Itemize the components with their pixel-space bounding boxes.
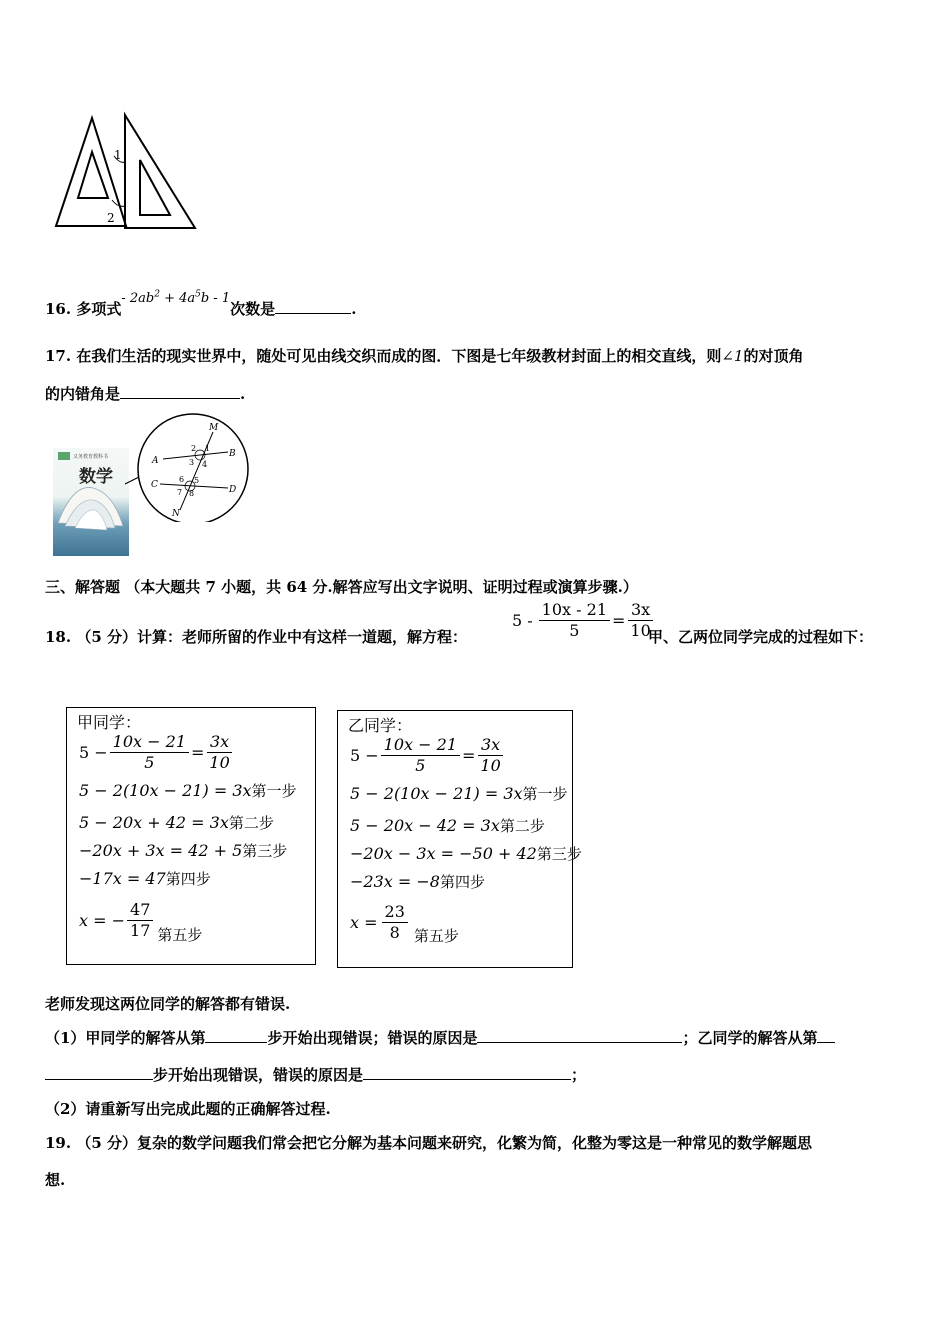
right-triangle-outer — [125, 115, 195, 228]
yi-line-4: −23x = −8第四步 — [350, 872, 485, 891]
cover-shell-art — [53, 448, 129, 556]
q18-part1-line1: （1）甲同学的解答从第 步开始出现错误；错误的原因是 ；乙同学的解答从第 — [45, 1027, 835, 1048]
label-angle-7: 7 — [177, 488, 183, 497]
jia-reason-blank — [477, 1028, 682, 1043]
yi-line-2: 5 − 20x − 42 = 3x第二步 — [350, 816, 545, 835]
q16-number: 16. — [45, 300, 72, 318]
q18-part1-line2: 步开始出现错误，错误的原因是 ； — [45, 1064, 586, 1085]
question-19-line1: 19. （5 分）复杂的数学问题我们常会把它分解为基本问题来研究，化繁为简，化整为零这是一种常见的数学解题思 — [45, 1134, 812, 1152]
angle-label-2: 2 — [107, 211, 115, 225]
jia-line-3: −20x + 3x = 42 + 5第三步 — [79, 841, 288, 860]
yi-step-blank-end — [45, 1065, 153, 1080]
q18-intro: 18. （5 分）计算：老师所留的作业中有这样一道题，解方程： — [45, 628, 467, 646]
q16-text-before: 多项式 — [76, 300, 122, 318]
label-angle-4: 4 — [202, 460, 208, 469]
label-angle-8: 8 — [189, 489, 195, 498]
cover-title: 数学 — [79, 467, 113, 487]
jia-line-0: 5 − $\frac{10x - 21}{5}$ = $\frac{3x}{10}$ — [79, 732, 233, 773]
q16-polynomial: - $2ab^2 + 4a^5b - 1$ — [121, 289, 231, 306]
yi-line-1: 5 − 2(10x − 21) = 3x第一步 — [350, 784, 568, 803]
section-3-header: 三、解答题 （本大题共 7 小题，共 64 分.解答应写出文字说明、证明过程或演算步骤.） — [45, 578, 638, 596]
intersecting-lines-figure — [125, 412, 255, 522]
label-angle-5: 5 — [194, 476, 200, 485]
q17-angle: ∠1 — [721, 347, 744, 365]
q16-answer-blank — [275, 299, 351, 314]
yi-step-blank-start — [817, 1028, 835, 1043]
angle-label-1: 1 — [114, 148, 122, 162]
label-angle-6: 6 — [179, 475, 185, 484]
q18-part2: （2）请重新写出完成此题的正确解答过程. — [45, 1100, 331, 1118]
question-19-line2: 想. — [45, 1171, 66, 1189]
jia-line-2: 5 − 20x + 42 = 3x第二步 — [79, 813, 274, 832]
q16-text-after: 次数是 — [230, 300, 276, 318]
q18-equation: 5 - $\frac{10x - 21}{5}$ = $\frac{3x}{10}$ — [512, 600, 654, 641]
label-C: C — [151, 480, 158, 490]
solution-box-yi — [337, 710, 582, 968]
jia-title: 甲同学： — [77, 713, 142, 732]
left-triangle-outer — [56, 118, 126, 226]
question-17-line1: 17. 在我们生活的现实世界中，随处可见由线交织而成的图．下图是七年级教材封面上的相交直线，则∠1的对顶角 — [45, 347, 804, 365]
jia-line-5: x = − $\frac{47}{17}$ 第五步 — [79, 900, 203, 944]
q18-teacher-note: 老师发现这两位同学的解答都有错误. — [45, 995, 291, 1013]
jia-line-1: 5 − 2(10x − 21) = 3x第一步 — [79, 781, 297, 800]
left-triangle-inner — [78, 152, 108, 198]
label-D: D — [229, 485, 237, 495]
yi-reason-blank — [363, 1065, 571, 1080]
label-M: M — [209, 423, 219, 433]
label-angle-3: 3 — [189, 458, 195, 467]
q17-answer-blank — [120, 384, 240, 399]
jia-step-blank — [205, 1028, 267, 1043]
q18-outro: 甲、乙两位同学完成的过程如下： — [648, 628, 874, 646]
q18-eq-right-fraction: $\frac{3x}{10}$ — [627, 600, 653, 641]
solution-box-jia — [66, 707, 316, 965]
label-angle-1: 1 — [205, 444, 211, 453]
label-B: B — [229, 449, 236, 459]
magnifier-circle — [138, 414, 248, 522]
yi-line-0: 5 − $\frac{10x - 21}{5}$ = $\frac{3x}{10}$ — [350, 735, 504, 776]
question-17-line2: 的内错角是 . — [45, 385, 246, 403]
question-16: 16. 多项式- $2ab^2 + 4a^5b - 1$次数是 . — [45, 289, 357, 318]
triangle-rulers-figure — [50, 110, 210, 235]
label-A: A — [152, 456, 159, 466]
jia-line-4: −17x = 47第四步 — [79, 869, 211, 888]
q18-eq-left-fraction: $\frac{10x - 21}{5}$ — [539, 600, 610, 641]
yi-line-5: x = $\frac{23}{8}$ 第五步 — [350, 902, 459, 945]
label-N: N — [172, 509, 180, 519]
right-triangle-inner — [140, 160, 170, 215]
textbook-cover-image — [53, 448, 129, 556]
yi-line-3: −20x − 3x = −50 + 42第三步 — [350, 844, 582, 863]
label-angle-2: 2 — [191, 444, 197, 453]
yi-title: 乙同学： — [348, 716, 413, 735]
cover-small-text: 义务教育教科书 — [73, 454, 109, 460]
